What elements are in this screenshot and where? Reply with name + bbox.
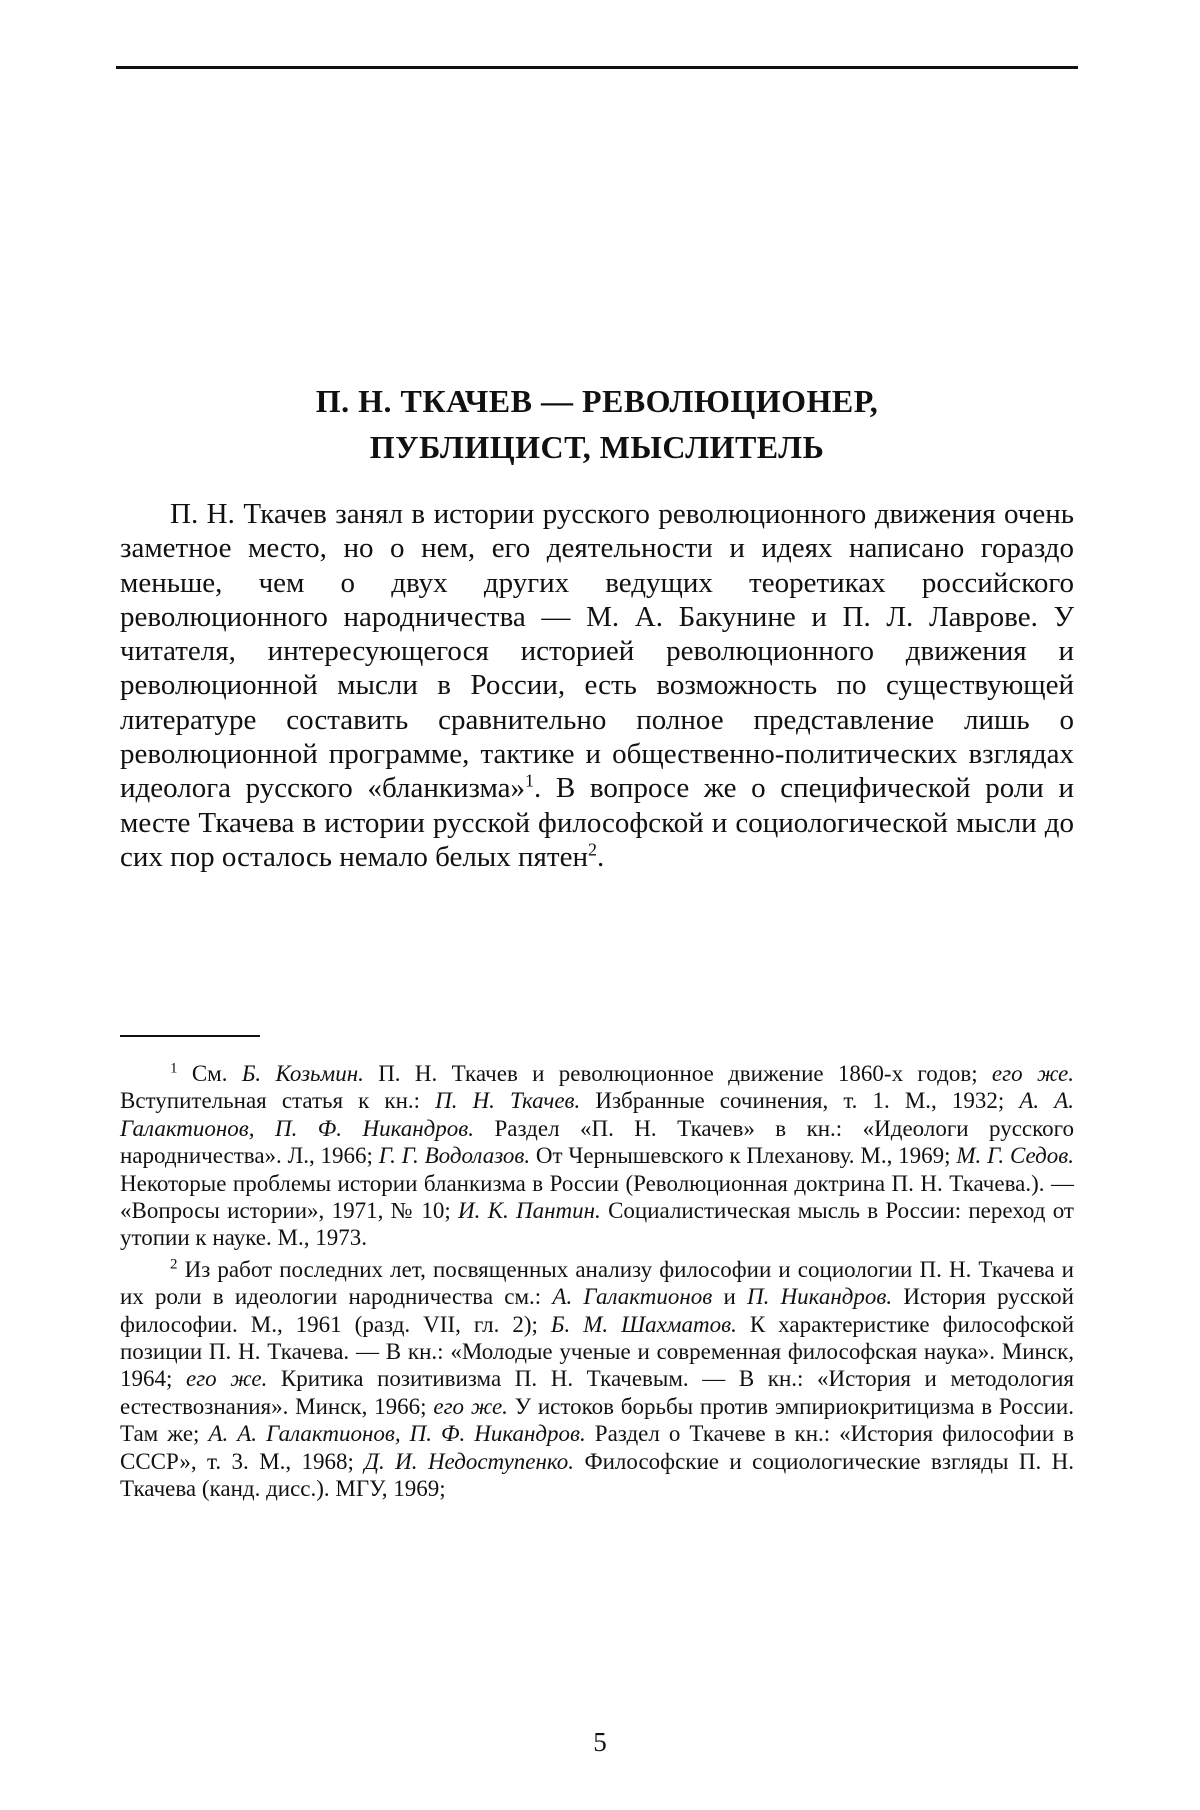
- paragraph-text-2: . В вопросе же о специфической роли и месте Ткачева в истории русской философской и социологической мысли до сих пор осталось немало белых пятен: [120, 772, 1074, 873]
- fn2-author: А. А. Галактионов, П. Ф. Никандров.: [208, 1421, 586, 1447]
- fn1-author: Г. Г. Водолазов.: [378, 1143, 531, 1169]
- footnote-divider: [120, 1035, 260, 1037]
- fn1-text: Социалистическая мысль в России: переход от утопии к науке. М., 1973.: [120, 1198, 1074, 1251]
- fn2-author: Б. М. Шахматов.: [550, 1311, 737, 1337]
- top-rule: [116, 66, 1078, 69]
- chapter-title-line-1: П. Н. ТКАЧЕВ — РЕВОЛЮЦИОНЕР,: [315, 383, 879, 419]
- fn1-author: И. К. Пантин.: [458, 1198, 601, 1224]
- paragraph-text-1: П. Н. Ткачев занял в истории русского революционного движения очень заметное место, но о нем, его деятельности и идеях написано гораздо меньше, чем о двух других ведущих теоретиках российского революционного народничества — М. А. Бакунине и П. Л. Лаврове. У читателя, интересующегося историей революционного движения и революционной мысли в России, есть возможность по существующей литературе составить сравнительно полное представление лишь о революционной программе, тактике и общественно-политических взглядах идеолога русского «бланкизма»: [120, 498, 1074, 805]
- footnote-ref-1: 1: [525, 770, 535, 791]
- fn1-text: Некоторые проблемы истории бланкизма в России (Революционная доктрина П. Н. Ткачева.). — «Вопросы истории», 1971, № 10;: [120, 1170, 1074, 1224]
- fn2-text: К характеристике философской позиции П. Н. Ткачева. — В кн.: «Молодые ученые и современная философская наука». Минск, 1964;: [120, 1311, 1075, 1392]
- fn1-text: Избранные сочинения, т. 1. М., 1932;: [580, 1088, 1020, 1114]
- footnotes: [120, 1060, 1074, 1507]
- fn2-author: П. Никандров.: [746, 1284, 893, 1310]
- fn1-author: его же.: [991, 1061, 1074, 1086]
- footnote-2: [120, 1256, 1074, 1503]
- footnote-ref-2: 2: [587, 839, 597, 860]
- fn2-text: Раздел о Ткачеве в кн.: «История философии в СССР», т. 3. М., 1968;: [120, 1421, 1074, 1474]
- fn2-author: Д. И. Недоступенко.: [364, 1448, 575, 1474]
- chapter-title: [116, 378, 1078, 470]
- fn1-author: А. А. Галактионов, П. Ф. Никандров.: [120, 1088, 1074, 1141]
- fn2-author: А. Галактионов: [552, 1284, 713, 1310]
- fn1-text: Вступительная статья к кн.:: [120, 1088, 436, 1114]
- fn2-author: его же.: [186, 1366, 268, 1392]
- fn1-text: П. Н. Ткачев и революционное движение 1860-х годов;: [363, 1061, 992, 1086]
- fn2-text: У истоков борьбы против эмпириокритицизма в России. Там же;: [120, 1393, 1074, 1447]
- page-number: 5: [593, 1727, 607, 1757]
- fn1-text: См.: [177, 1061, 242, 1086]
- fn2-text: Философские и социологические взгляды П. Н. Ткачева (канд. дисс.). МГУ, 1969;: [120, 1448, 1074, 1502]
- fn1-author: Б. Козьмин.: [241, 1061, 364, 1086]
- fn2-author: его же.: [433, 1393, 508, 1419]
- fn1-text: Раздел «П. Н. Ткачев» в кн.: «Идеологи русского народничества». Л., 1966;: [120, 1115, 1074, 1169]
- fn2-text: и: [712, 1284, 747, 1310]
- footnote-1-mark: 1: [170, 1060, 178, 1077]
- fn1-text: От Чернышевского к Плеханову. М., 1969;: [530, 1143, 957, 1169]
- footnote-2-mark: 2: [170, 1256, 178, 1273]
- main-paragraph: [120, 497, 1074, 874]
- fn1-author: М. Г. Седов.: [956, 1143, 1074, 1169]
- fn1-author: П. Н. Ткачев.: [435, 1088, 581, 1114]
- footnote-1: [120, 1060, 1074, 1252]
- fn2-text: Критика позитивизма П. Н. Ткачевым. — В кн.: «История и методология естествознания». Минск, 1966;: [120, 1366, 1075, 1419]
- fn2-text: Из работ последних лет, посвященных анализу философии и социологии П. Н. Ткачева и их роли в идеологии народничества см.:: [120, 1256, 1074, 1310]
- chapter-title-line-2: ПУБЛИЦИСТ, МЫСЛИТЕЛЬ: [369, 429, 825, 465]
- fn2-text: История русской философии. М., 1961 (разд. VII, гл. 2);: [120, 1284, 1074, 1337]
- paragraph-end: .: [596, 840, 605, 873]
